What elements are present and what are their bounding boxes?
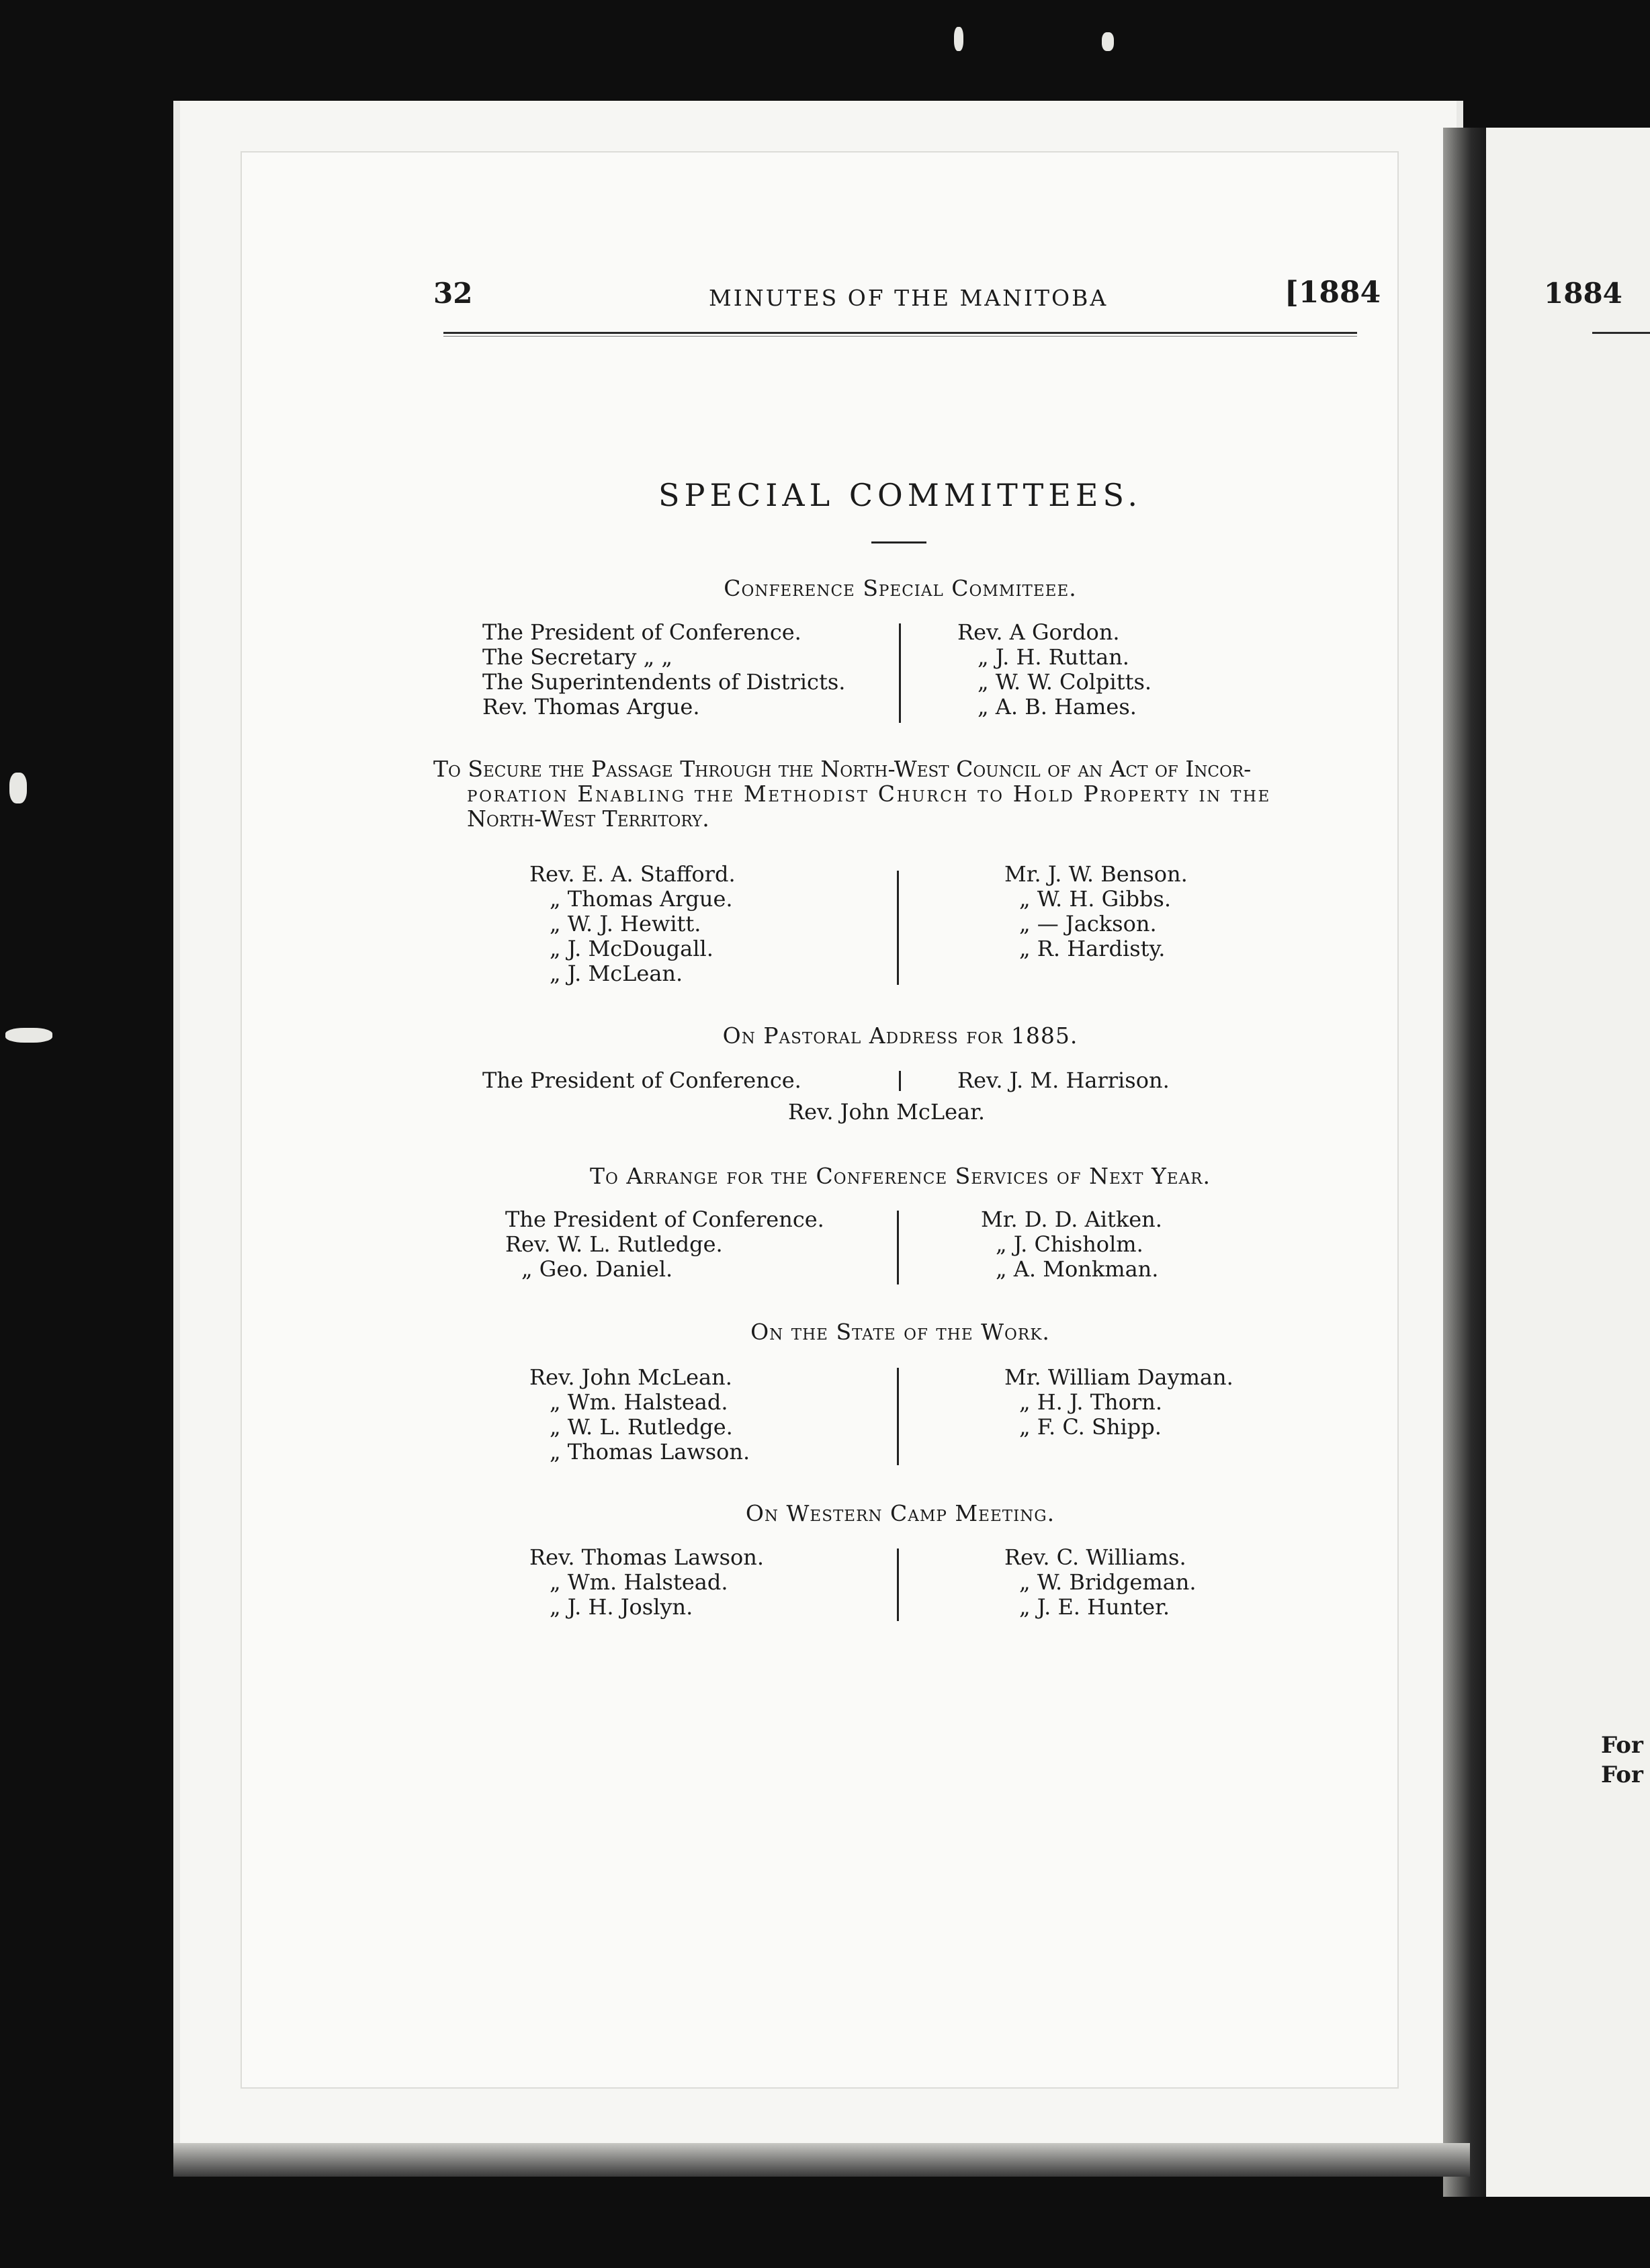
member-line: „ W. J. Hewitt. (550, 911, 701, 936)
member-line: The President of Conference. (482, 619, 801, 645)
member-line: The Superintendents of Districts. (482, 669, 846, 695)
member-line: Rev. E. A. Stafford. (529, 861, 736, 887)
member-line: Rev. C. Williams. (1004, 1544, 1186, 1570)
facing-page-rule (1592, 332, 1650, 334)
running-head: MINUTES OF THE MANITOBA (709, 285, 1109, 311)
member-line: Mr. William Dayman. (1004, 1364, 1233, 1390)
binding-gutter (1443, 128, 1490, 2197)
member-line: „ J. Chisholm. (996, 1231, 1143, 1257)
member-line: „ W. Bridgeman. (1019, 1569, 1197, 1595)
column-divider (899, 1071, 901, 1091)
member-line: „ H. J. Thorn. (1019, 1389, 1162, 1415)
header-rule (443, 332, 1357, 334)
column-divider (897, 1211, 899, 1284)
facing-page-year: 1884 (1544, 277, 1622, 310)
scan-speck (954, 27, 963, 51)
committee-left-column (529, 1365, 750, 1465)
facing-page (1486, 128, 1650, 2197)
committee-title-conference-special: Conference Special Commiteee. (724, 575, 1077, 601)
member-line: Rev. Thomas Lawson. (529, 1544, 765, 1570)
column-divider (899, 623, 901, 723)
title-line: poration Enabling the Methodist Church to Hold Property in the (467, 781, 1271, 807)
column-divider (897, 1368, 899, 1465)
member-line: The President of Conference. (482, 1067, 801, 1093)
column-divider (897, 871, 899, 985)
committee-right-column (957, 1068, 1170, 1093)
member-line: „ Geo. Daniel. (521, 1256, 673, 1282)
member-line: „ J. McLean. (550, 961, 683, 986)
title-line: To Secure the Passage Through the North-West Council of an Act of Incor- (433, 756, 1252, 782)
committee-right-column (1004, 862, 1188, 961)
member-line: „ Wm. Halstead. (550, 1569, 728, 1595)
member-line: Mr. J. W. Benson. (1004, 861, 1188, 887)
committee-title-pastoral-address: On Pastoral Address for 1885. (722, 1022, 1078, 1049)
title-line: North-West Territory. (467, 805, 709, 832)
committee-center-line (788, 1100, 985, 1125)
committee-title-conference-services: To Arrange for the Conference Services of Next Year. (590, 1163, 1211, 1189)
facing-page-text: For (1601, 1732, 1643, 1759)
committee-right-column (1004, 1545, 1197, 1620)
page-title: SPECIAL COMMITTEES. (658, 477, 1142, 513)
member-line: „ W. L. Rutledge. (550, 1414, 733, 1440)
member-line: Rev. J. M. Harrison. (957, 1067, 1170, 1093)
committee-right-column (981, 1207, 1162, 1282)
page-number: 32 (433, 277, 473, 310)
committee-left-column (482, 620, 845, 719)
committee-left-column (482, 1068, 801, 1093)
member-line: „ A. Monkman. (996, 1256, 1159, 1282)
header-rule-thin (443, 336, 1357, 337)
member-line: „ Thomas Lawson. (550, 1439, 750, 1465)
committee-title-state-of-work: On the State of the Work. (750, 1319, 1050, 1345)
member-line: „ J. McDougall. (550, 936, 713, 961)
member-line: „ Thomas Argue. (550, 886, 733, 912)
facing-page-text: For (1601, 1761, 1643, 1788)
member-line: Rev. John McLean. (529, 1364, 732, 1390)
member-line: Rev. John McLear. (788, 1099, 986, 1125)
title-rule (871, 541, 926, 543)
committee-left-column (529, 862, 736, 986)
member-line: „ A. B. Hames. (978, 694, 1137, 719)
member-line: Rev. Thomas Argue. (482, 694, 700, 719)
member-line: „ J. H. Joslyn. (550, 1594, 693, 1620)
committee-title-passage (433, 756, 1360, 831)
scan-speck (9, 773, 27, 803)
member-line: „ J. E. Hunter. (1019, 1594, 1170, 1620)
member-line: Rev. W. L. Rutledge. (505, 1231, 723, 1257)
member-line: Rev. A Gordon. (957, 619, 1120, 645)
committee-left-column (529, 1545, 764, 1620)
committee-left-column (505, 1207, 824, 1282)
member-line: „ W. W. Colpitts. (978, 669, 1152, 695)
member-line: Mr. D. D. Aitken. (981, 1207, 1162, 1232)
committee-title-western-camp: On Western Camp Meeting. (745, 1500, 1055, 1526)
member-line: „ W. H. Gibbs. (1019, 886, 1171, 912)
member-line: „ F. C. Shipp. (1019, 1414, 1162, 1440)
member-line: The President of Conference. (505, 1207, 824, 1232)
member-line: „ Wm. Halstead. (550, 1389, 728, 1415)
member-line: „ — Jackson. (1019, 911, 1157, 936)
committee-right-column (1004, 1365, 1233, 1440)
running-year: [1884 (1285, 275, 1381, 310)
member-line: The Secretary „ „ (482, 644, 672, 670)
member-line: „ J. H. Ruttan. (978, 644, 1129, 670)
committee-right-column (957, 620, 1152, 719)
page-bottom-edge (173, 2143, 1470, 2177)
scan-speck (1102, 32, 1114, 51)
member-line: „ R. Hardisty. (1019, 936, 1166, 961)
column-divider (897, 1549, 899, 1621)
